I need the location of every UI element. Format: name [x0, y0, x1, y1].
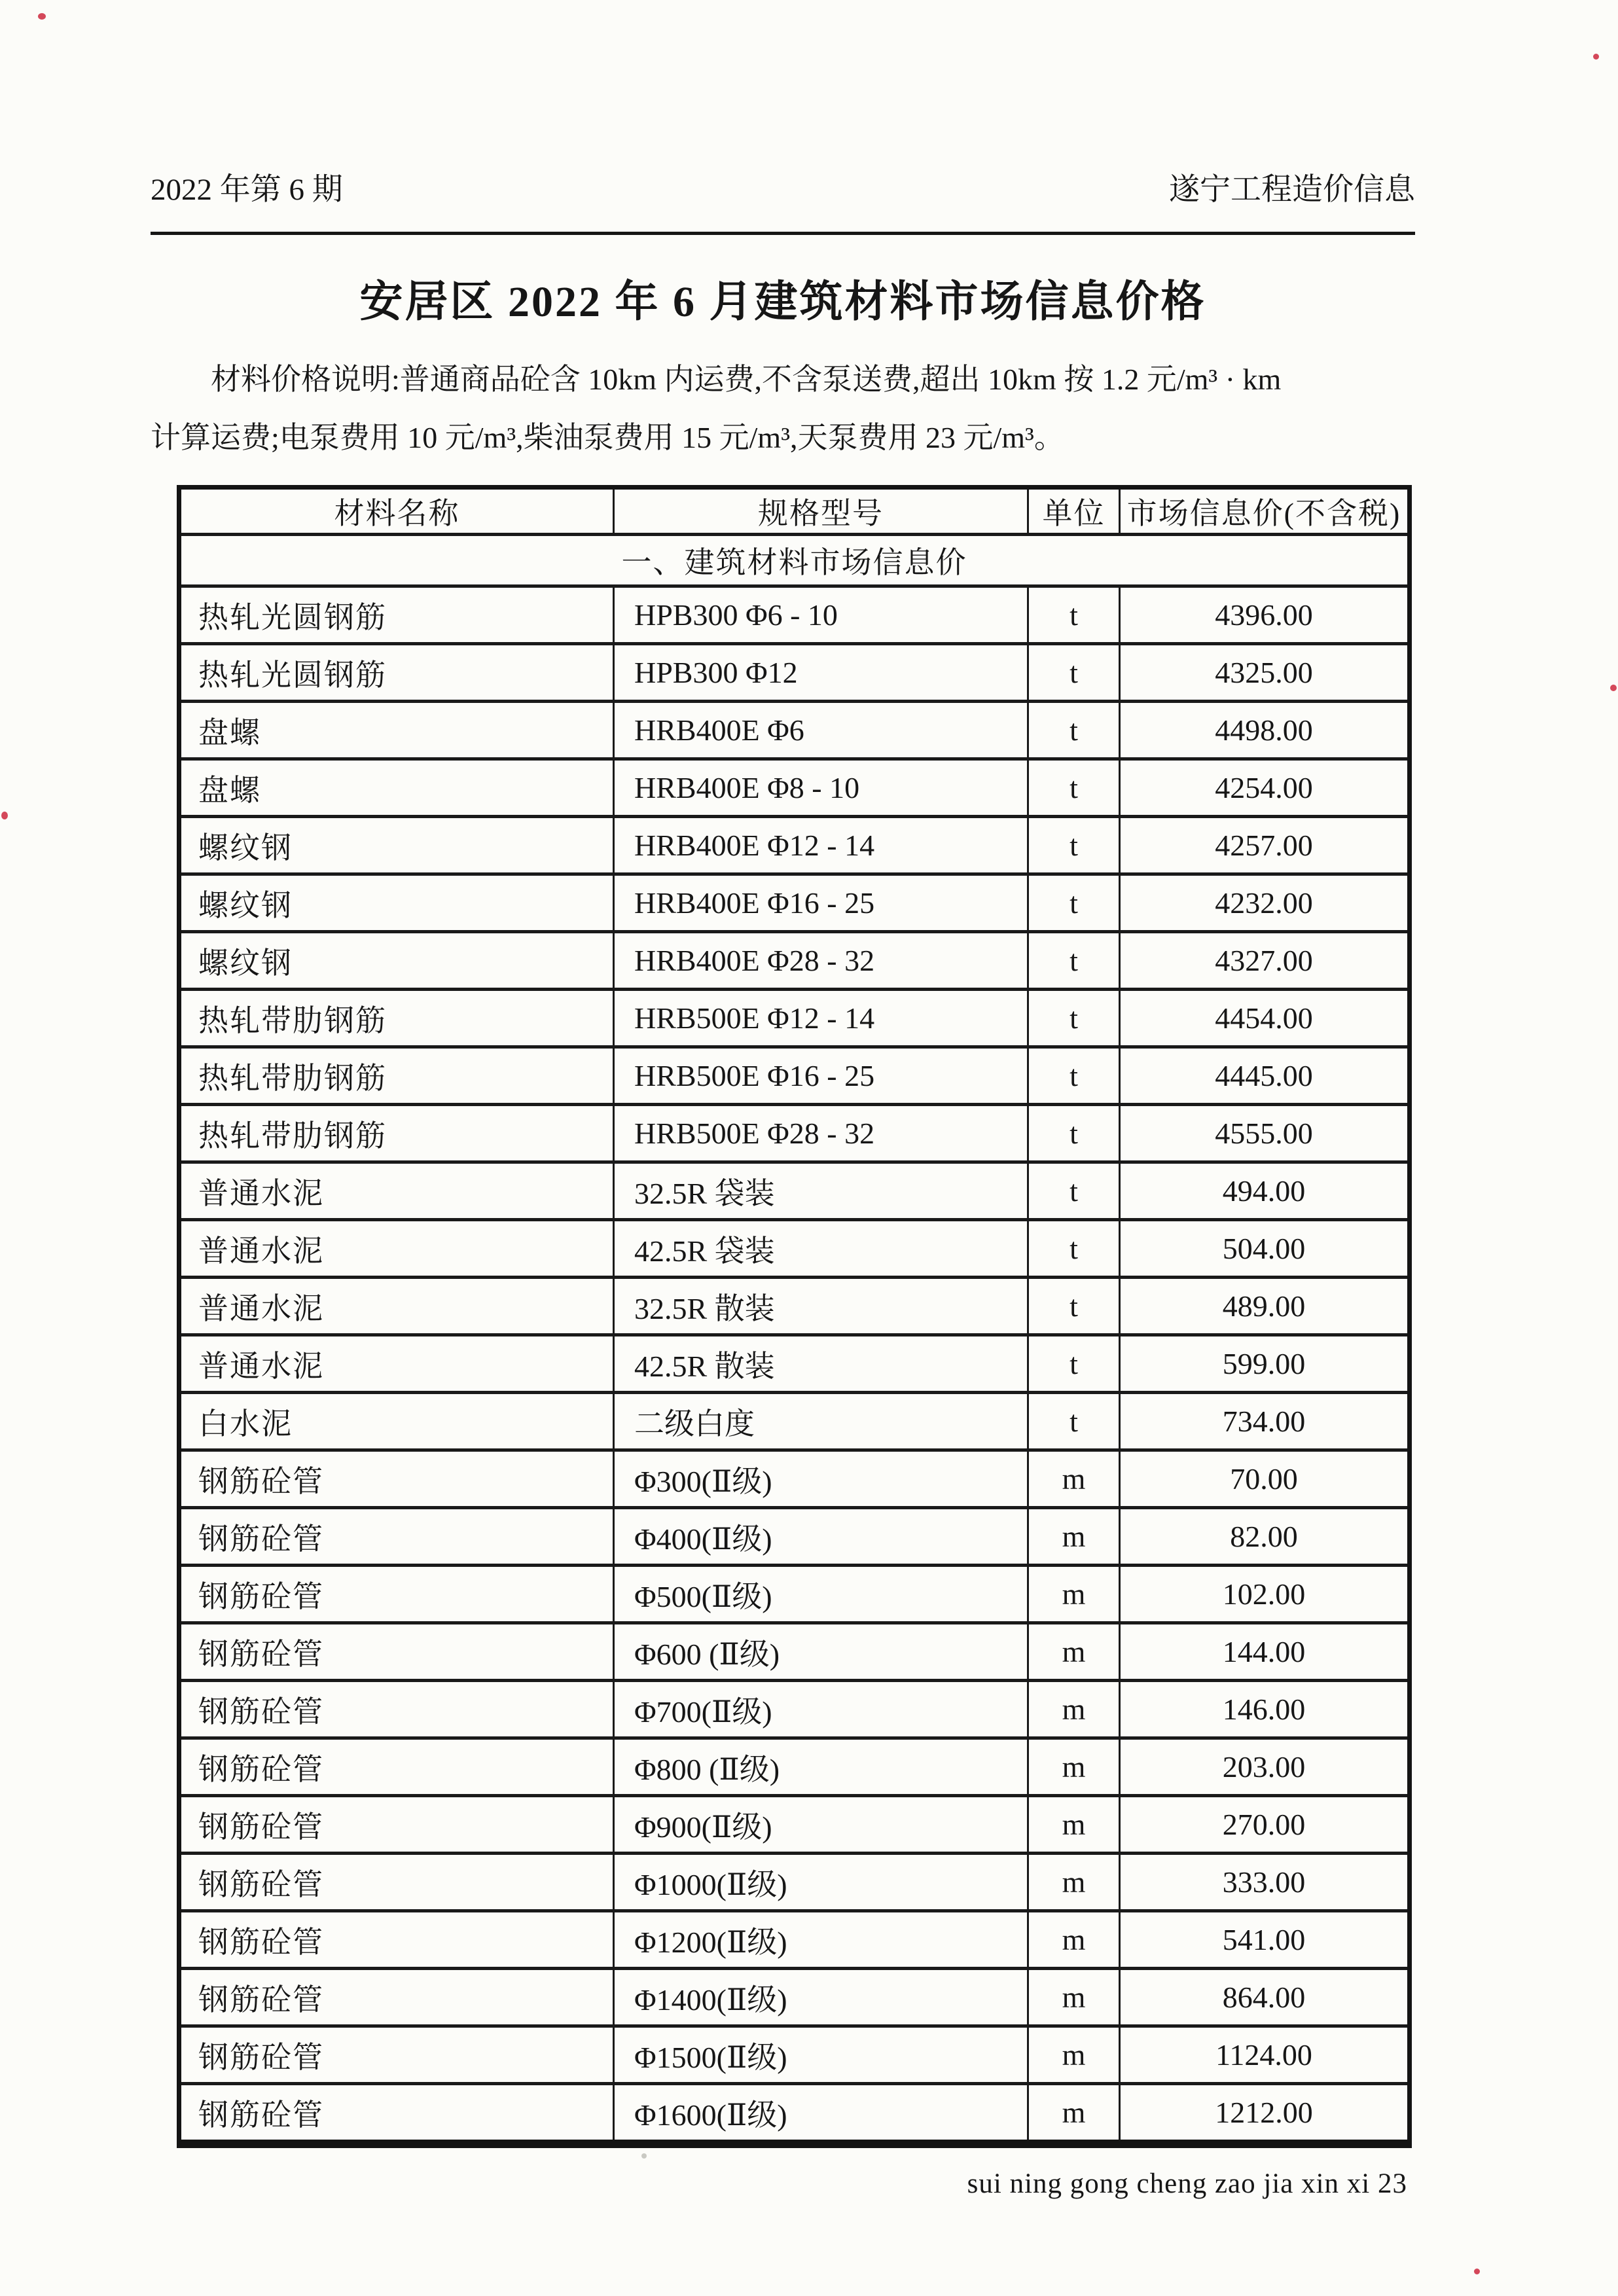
cell-price: 541.00	[1120, 1911, 1410, 1969]
cell-material-name: 钢筋砼管	[179, 2026, 614, 2084]
cell-material-name: 普通水泥	[179, 1278, 614, 1335]
cell-spec: Φ1600(Ⅱ级)	[614, 2084, 1028, 2144]
cell-material-name: 钢筋砼管	[179, 2084, 614, 2144]
cell-price: 734.00	[1120, 1393, 1410, 1450]
scan-speck	[1593, 54, 1599, 60]
cell-material-name: 热轧带肋钢筋	[179, 1047, 614, 1105]
cell-material-name: 钢筋砼管	[179, 1508, 614, 1566]
table-row	[179, 990, 1410, 1047]
cell-unit: m	[1028, 1854, 1120, 1911]
scan-speck	[641, 2153, 647, 2159]
cell-price: 203.00	[1120, 1738, 1410, 1796]
table-row	[179, 644, 1410, 702]
col-price: 市场信息价(不含税)	[1120, 488, 1410, 535]
cell-spec: 二级白度	[614, 1393, 1028, 1450]
cell-price: 146.00	[1120, 1681, 1410, 1738]
cell-unit: t	[1028, 1220, 1120, 1278]
cell-unit: t	[1028, 586, 1120, 644]
cell-unit: m	[1028, 2084, 1120, 2144]
cell-unit: t	[1028, 1105, 1120, 1162]
table-row	[179, 1738, 1410, 1796]
cell-unit: m	[1028, 2026, 1120, 2084]
cell-price: 144.00	[1120, 1623, 1410, 1681]
cell-price: 1124.00	[1120, 2026, 1410, 2084]
table-row	[179, 702, 1410, 759]
table-row	[179, 1047, 1410, 1105]
scan-speck	[1, 812, 8, 819]
cell-material-name: 钢筋砼管	[179, 1911, 614, 1969]
cell-unit: m	[1028, 1681, 1120, 1738]
cell-spec: HRB400E Φ8 - 10	[614, 759, 1028, 817]
cell-spec: HRB400E Φ16 - 25	[614, 874, 1028, 932]
table-row	[179, 1854, 1410, 1911]
cell-material-name: 热轧光圆钢筋	[179, 644, 614, 702]
cell-price: 4325.00	[1120, 644, 1410, 702]
cell-unit: m	[1028, 1738, 1120, 1796]
cell-unit: t	[1028, 990, 1120, 1047]
cell-unit: t	[1028, 1335, 1120, 1393]
cell-unit: m	[1028, 1969, 1120, 2026]
cell-unit: m	[1028, 1450, 1120, 1508]
table-section-row	[179, 535, 1410, 586]
cell-material-name: 热轧光圆钢筋	[179, 586, 614, 644]
page-footer: sui ning gong cheng zao jia xin xi 23	[967, 2168, 1407, 2199]
cell-material-name: 钢筋砼管	[179, 1854, 614, 1911]
cell-material-name: 钢筋砼管	[179, 1796, 614, 1854]
cell-price: 4396.00	[1120, 586, 1410, 644]
cell-unit: m	[1028, 1623, 1120, 1681]
cell-spec: Φ700(Ⅱ级)	[614, 1681, 1028, 1738]
cell-price: 270.00	[1120, 1796, 1410, 1854]
table-row	[179, 586, 1410, 644]
table-row	[179, 1220, 1410, 1278]
cell-price: 333.00	[1120, 1854, 1410, 1911]
cell-price: 102.00	[1120, 1566, 1410, 1623]
cell-material-name: 普通水泥	[179, 1162, 614, 1220]
cell-spec: 42.5R 散装	[614, 1335, 1028, 1393]
cell-price: 1212.00	[1120, 2084, 1410, 2144]
table-row	[179, 1450, 1410, 1508]
cell-material-name: 热轧带肋钢筋	[179, 1105, 614, 1162]
table-row	[179, 1335, 1410, 1393]
scan-speck	[1474, 2269, 1480, 2274]
cell-spec: HRB400E Φ6	[614, 702, 1028, 759]
cell-price: 4254.00	[1120, 759, 1410, 817]
cell-spec: HPB300 Φ6 - 10	[614, 586, 1028, 644]
cell-material-name: 钢筋砼管	[179, 1623, 614, 1681]
cell-price: 494.00	[1120, 1162, 1410, 1220]
cell-spec: Φ1200(Ⅱ级)	[614, 1911, 1028, 1969]
cell-material-name: 热轧带肋钢筋	[179, 990, 614, 1047]
cell-material-name: 螺纹钢	[179, 932, 614, 990]
cell-spec: 32.5R 散装	[614, 1278, 1028, 1335]
table-row	[179, 1278, 1410, 1335]
header-rule	[151, 232, 1415, 235]
cell-unit: t	[1028, 874, 1120, 932]
cell-material-name: 钢筋砼管	[179, 1566, 614, 1623]
table-row	[179, 1162, 1410, 1220]
table-row	[179, 759, 1410, 817]
running-head	[151, 165, 1415, 206]
cell-material-name: 钢筋砼管	[179, 1738, 614, 1796]
col-spec: 规格型号	[614, 488, 1028, 535]
cell-price: 489.00	[1120, 1278, 1410, 1335]
table-row	[179, 1393, 1410, 1450]
cell-spec: Φ900(Ⅱ级)	[614, 1796, 1028, 1854]
cell-unit: t	[1028, 1162, 1120, 1220]
cell-spec: Φ1400(Ⅱ级)	[614, 1969, 1028, 2026]
cell-price: 4327.00	[1120, 932, 1410, 990]
cell-unit: t	[1028, 702, 1120, 759]
cell-spec: Φ600 (Ⅱ级)	[614, 1623, 1028, 1681]
cell-spec: 42.5R 袋装	[614, 1220, 1028, 1278]
table-row	[179, 1105, 1410, 1162]
cell-spec: 32.5R 袋装	[614, 1162, 1028, 1220]
section-title: 一、建筑材料市场信息价	[179, 535, 1410, 586]
cell-material-name: 螺纹钢	[179, 874, 614, 932]
cell-spec: Φ500(Ⅱ级)	[614, 1566, 1028, 1623]
table-row	[179, 1681, 1410, 1738]
cell-unit: m	[1028, 1508, 1120, 1566]
cell-material-name: 普通水泥	[179, 1335, 614, 1393]
table-row	[179, 1508, 1410, 1566]
cell-spec: Φ300(Ⅱ级)	[614, 1450, 1028, 1508]
cell-price: 4555.00	[1120, 1105, 1410, 1162]
table-row	[179, 874, 1410, 932]
cell-price: 599.00	[1120, 1335, 1410, 1393]
cell-price: 82.00	[1120, 1508, 1410, 1566]
cell-material-name: 螺纹钢	[179, 817, 614, 874]
table-header-row	[179, 488, 1410, 535]
cell-price: 70.00	[1120, 1450, 1410, 1508]
cell-material-name: 普通水泥	[179, 1220, 614, 1278]
cell-price: 864.00	[1120, 1969, 1410, 2026]
scan-speck	[1610, 685, 1617, 691]
price-notes	[151, 350, 1415, 467]
table-row	[179, 1566, 1410, 1623]
cell-unit: m	[1028, 1566, 1120, 1623]
table-row	[179, 1796, 1410, 1854]
cell-unit: t	[1028, 817, 1120, 874]
table-row	[179, 2026, 1410, 2084]
cell-price: 4257.00	[1120, 817, 1410, 874]
cell-unit: m	[1028, 1911, 1120, 1969]
table-row	[179, 1623, 1410, 1681]
price-note-line: 材料价格说明:普通商品砼含 10km 内运费,不含泵送费,超出 10km 按 1.2 元/m³ · km	[211, 363, 1282, 396]
cell-spec: HPB300 Φ12	[614, 644, 1028, 702]
cell-material-name: 钢筋砼管	[179, 1450, 614, 1508]
cell-price: 4445.00	[1120, 1047, 1410, 1105]
cell-unit: t	[1028, 1393, 1120, 1450]
cell-unit: m	[1028, 1796, 1120, 1854]
table-row	[179, 2084, 1410, 2144]
cell-material-name: 白水泥	[179, 1393, 614, 1450]
cell-price: 4232.00	[1120, 874, 1410, 932]
cell-material-name: 盘螺	[179, 759, 614, 817]
cell-spec: Φ1500(Ⅱ级)	[614, 2026, 1028, 2084]
table-row	[179, 1911, 1410, 1969]
cell-unit: t	[1028, 1278, 1120, 1335]
cell-spec: HRB500E Φ28 - 32	[614, 1105, 1028, 1162]
price-note-line: 计算运费;电泵费用 10 元/m³,柴油泵费用 15 元/m³,天泵费用 23 元/m³。	[151, 421, 1064, 454]
cell-material-name: 钢筋砼管	[179, 1681, 614, 1738]
cell-unit: t	[1028, 759, 1120, 817]
material-price-table	[177, 485, 1412, 2148]
table-row	[179, 932, 1410, 990]
cell-price: 4498.00	[1120, 702, 1410, 759]
journal-name: 遂宁工程造价信息	[1169, 173, 1415, 207]
cell-spec: Φ1000(Ⅱ级)	[614, 1854, 1028, 1911]
cell-spec: HRB500E Φ12 - 14	[614, 990, 1028, 1047]
cell-material-name: 盘螺	[179, 702, 614, 759]
cell-unit: t	[1028, 932, 1120, 990]
cell-price: 504.00	[1120, 1220, 1410, 1278]
cell-price: 4454.00	[1120, 990, 1410, 1047]
cell-spec: Φ800 (Ⅱ级)	[614, 1738, 1028, 1796]
cell-spec: Φ400(Ⅱ级)	[614, 1508, 1028, 1566]
table-row	[179, 1969, 1410, 2026]
col-unit: 单位	[1028, 488, 1120, 535]
table-row	[179, 817, 1410, 874]
cell-spec: HRB500E Φ16 - 25	[614, 1047, 1028, 1105]
scan-speck	[38, 13, 46, 20]
col-material-name: 材料名称	[179, 488, 614, 535]
cell-spec: HRB400E Φ28 - 32	[614, 932, 1028, 990]
cell-unit: t	[1028, 1047, 1120, 1105]
cell-spec: HRB400E Φ12 - 14	[614, 817, 1028, 874]
issue-label: 2022 年第 6 期	[151, 173, 343, 207]
cell-unit: t	[1028, 644, 1120, 702]
page-title: 安居区 2022 年 6 月建筑材料市场信息价格	[359, 278, 1206, 326]
cell-material-name: 钢筋砼管	[179, 1969, 614, 2026]
